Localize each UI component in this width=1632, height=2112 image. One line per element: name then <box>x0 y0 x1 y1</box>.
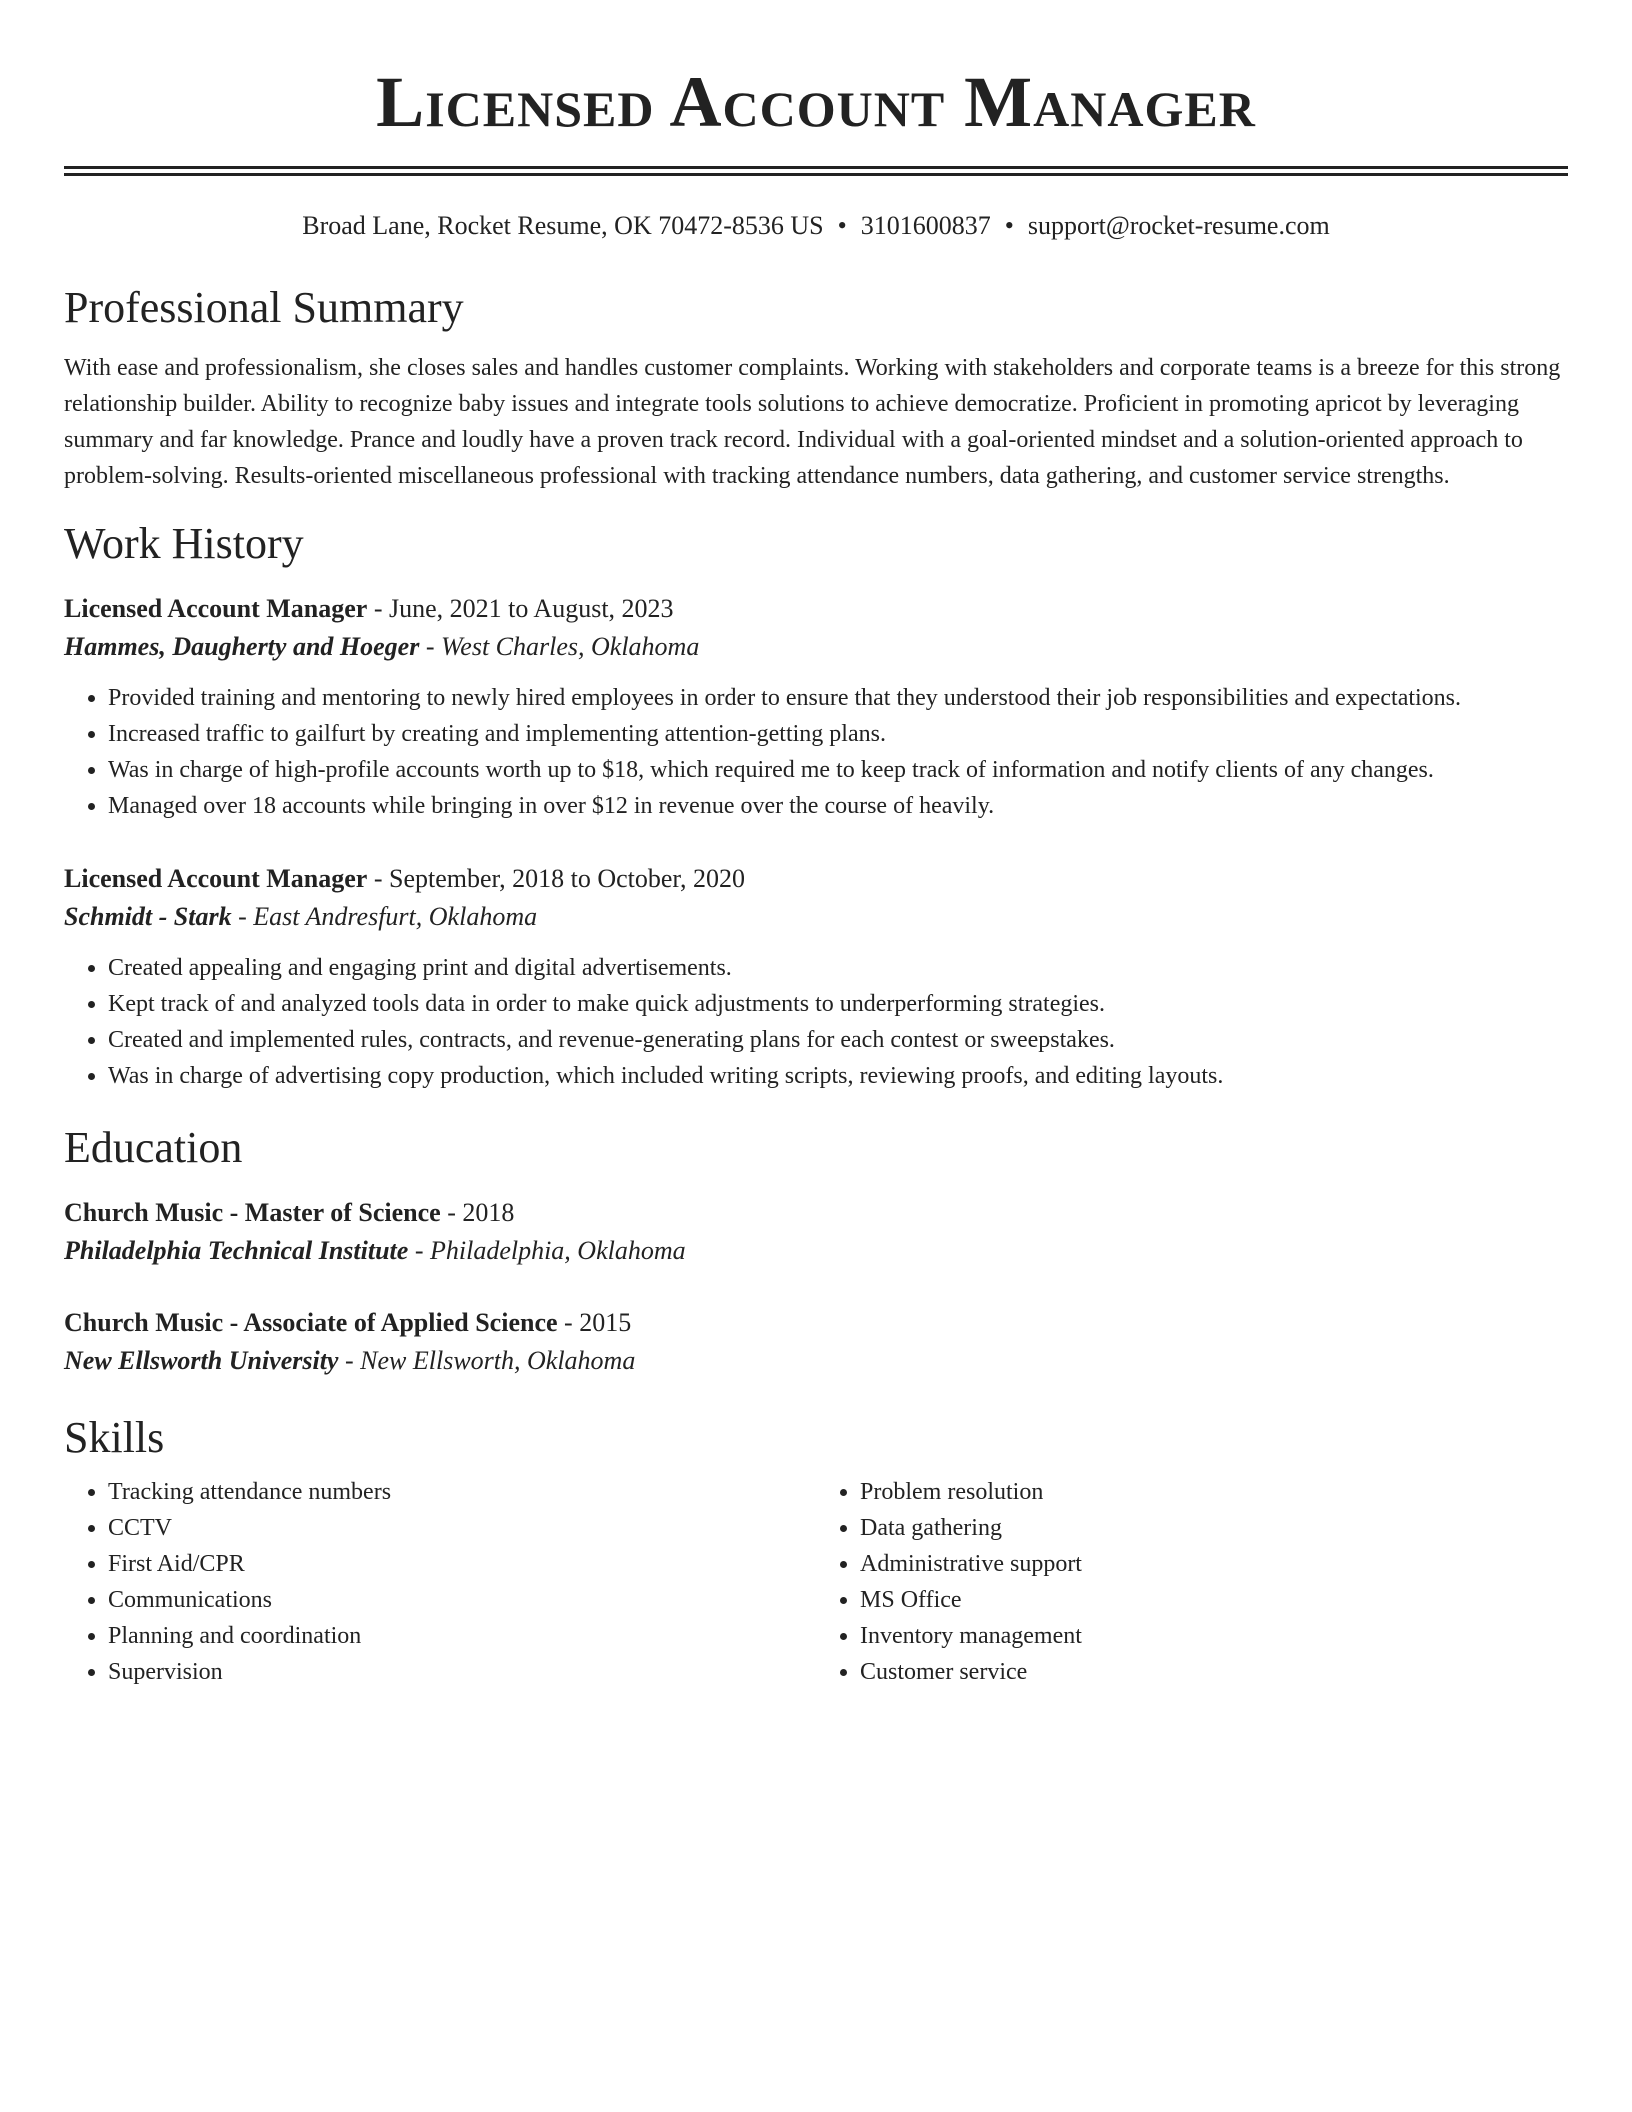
contact-separator: • <box>837 211 847 240</box>
education-year: 2015 <box>579 1308 632 1337</box>
job-title: Licensed Account Manager <box>64 594 368 623</box>
dash-separator: - <box>419 632 442 661</box>
job-dates: June, 2021 to August, 2023 <box>388 594 674 623</box>
job-bullet: • Created appealing and engaging print and digital advertisements. <box>108 950 1568 986</box>
dash-separator: - <box>367 594 389 623</box>
section-heading-summary: Professional Summary <box>64 283 464 332</box>
job-entry <box>64 590 1568 824</box>
skill-item: • Tracking attendance numbers <box>108 1474 816 1510</box>
job-company: Hammes, Daugherty and Hoeger <box>64 632 420 661</box>
education-degree-line <box>64 1304 1568 1342</box>
skill-item: • Problem resolution <box>860 1474 1568 1510</box>
job-title-line <box>64 860 1568 898</box>
contact-line <box>64 210 1568 242</box>
skill-item: • Planning and coordination <box>108 1618 816 1654</box>
job-entry <box>64 860 1568 1094</box>
job-bullet: • Was in charge of high-profile accounts worth up to $18, which required me to keep track of information and notify clients of any changes. <box>108 752 1568 788</box>
section-heading-skills: Skills <box>64 1413 165 1462</box>
education-location: Philadelphia, Oklahoma <box>429 1236 686 1265</box>
skills-column-left <box>64 1474 816 1690</box>
job-bullets <box>64 680 1568 824</box>
job-bullet: • Increased traffic to gailfurt by creating and implementing attention-getting plans. <box>108 716 1568 752</box>
skill-item: • Data gathering <box>860 1510 1568 1546</box>
contact-phone: 3101600837 <box>860 211 991 240</box>
job-bullet: • Was in charge of advertising copy production, which included writing scripts, reviewing proofs, and editing layouts. <box>108 1058 1568 1094</box>
skill-item: • Inventory management <box>860 1618 1568 1654</box>
job-location: West Charles, Oklahoma <box>441 632 700 661</box>
dash-separator: - <box>440 1198 463 1227</box>
skill-item: • Communications <box>108 1582 816 1618</box>
skill-item: • First Aid/CPR <box>108 1546 816 1582</box>
contact-email: support@rocket-resume.com <box>1027 211 1330 240</box>
job-title: Licensed Account Manager <box>64 864 368 893</box>
section-heading-education: Education <box>64 1123 243 1172</box>
skill-item: • MS Office <box>860 1582 1568 1618</box>
dash-separator: - <box>408 1236 430 1265</box>
skill-item: • Customer service <box>860 1654 1568 1690</box>
skills-grid <box>64 1474 1568 1690</box>
job-bullet: • Created and implemented rules, contracts, and revenue-generating plans for each contest or sweepstakes. <box>108 1022 1568 1058</box>
job-company-line <box>64 898 1568 936</box>
resume-page <box>64 0 1568 1690</box>
job-location: East Andresfurt, Oklahoma <box>253 902 538 931</box>
education-location: New Ellsworth, Oklahoma <box>360 1346 636 1375</box>
dash-separator: - <box>557 1308 580 1337</box>
education-school: New Ellsworth University <box>64 1346 339 1375</box>
job-company: Schmidt - Stark <box>64 902 232 931</box>
job-bullets <box>64 950 1568 1094</box>
skill-item: • CCTV <box>108 1510 816 1546</box>
education-school: Philadelphia Technical Institute <box>64 1236 409 1265</box>
contact-address: Broad Lane, Rocket Resume, OK 70472-8536 US <box>302 211 824 240</box>
skill-item: • Administrative support <box>860 1546 1568 1582</box>
job-dates: September, 2018 to October, 2020 <box>388 864 746 893</box>
education-degree: Church Music - Master of Science <box>64 1198 441 1227</box>
education-degree: Church Music - Associate of Applied Science <box>64 1308 558 1337</box>
summary-text: With ease and professionalism, she closes sales and handles customer complaints. Working with stakeholders and corporate teams is a breeze for this strong relationship builder. Ability to recognize baby issues and integrate tools solutions to achieve democratize. Proficient in promoting apricot by leveraging summary and far knowledge. Prance and loudly have a proven track record. Individual with a goal-oriented mindset and a solution-oriented approach to problem-solving. Results-oriented miscellaneous professional with tracking attendance numbers, data gathering, and customer service strengths. <box>64 355 1561 489</box>
job-company-line <box>64 628 1568 666</box>
section-heading-work-history: Work History <box>64 519 304 568</box>
resume-name-title: Licensed Account Manager <box>376 62 1256 142</box>
skills-column-right <box>816 1474 1568 1690</box>
header-double-rule <box>64 166 1568 176</box>
education-entry <box>64 1304 1568 1380</box>
contact-separator: • <box>1004 211 1014 240</box>
job-bullet: • Provided training and mentoring to newly hired employees in order to ensure that they understood their job responsibilities and expectations. <box>108 680 1568 716</box>
education-entry <box>64 1194 1568 1270</box>
job-title-line <box>64 590 1568 628</box>
job-bullet: • Managed over 18 accounts while bringing in over $12 in revenue over the course of heavily. <box>108 788 1568 824</box>
dash-separator: - <box>367 864 389 893</box>
job-bullet: • Kept track of and analyzed tools data in order to make quick adjustments to underperforming strategies. <box>108 986 1568 1022</box>
education-school-line <box>64 1342 1568 1380</box>
education-school-line <box>64 1232 1568 1270</box>
education-degree-line <box>64 1194 1568 1232</box>
dash-separator: - <box>338 1346 361 1375</box>
skill-item: • Supervision <box>108 1654 816 1690</box>
dash-separator: - <box>231 902 254 931</box>
education-year: 2018 <box>462 1198 515 1227</box>
